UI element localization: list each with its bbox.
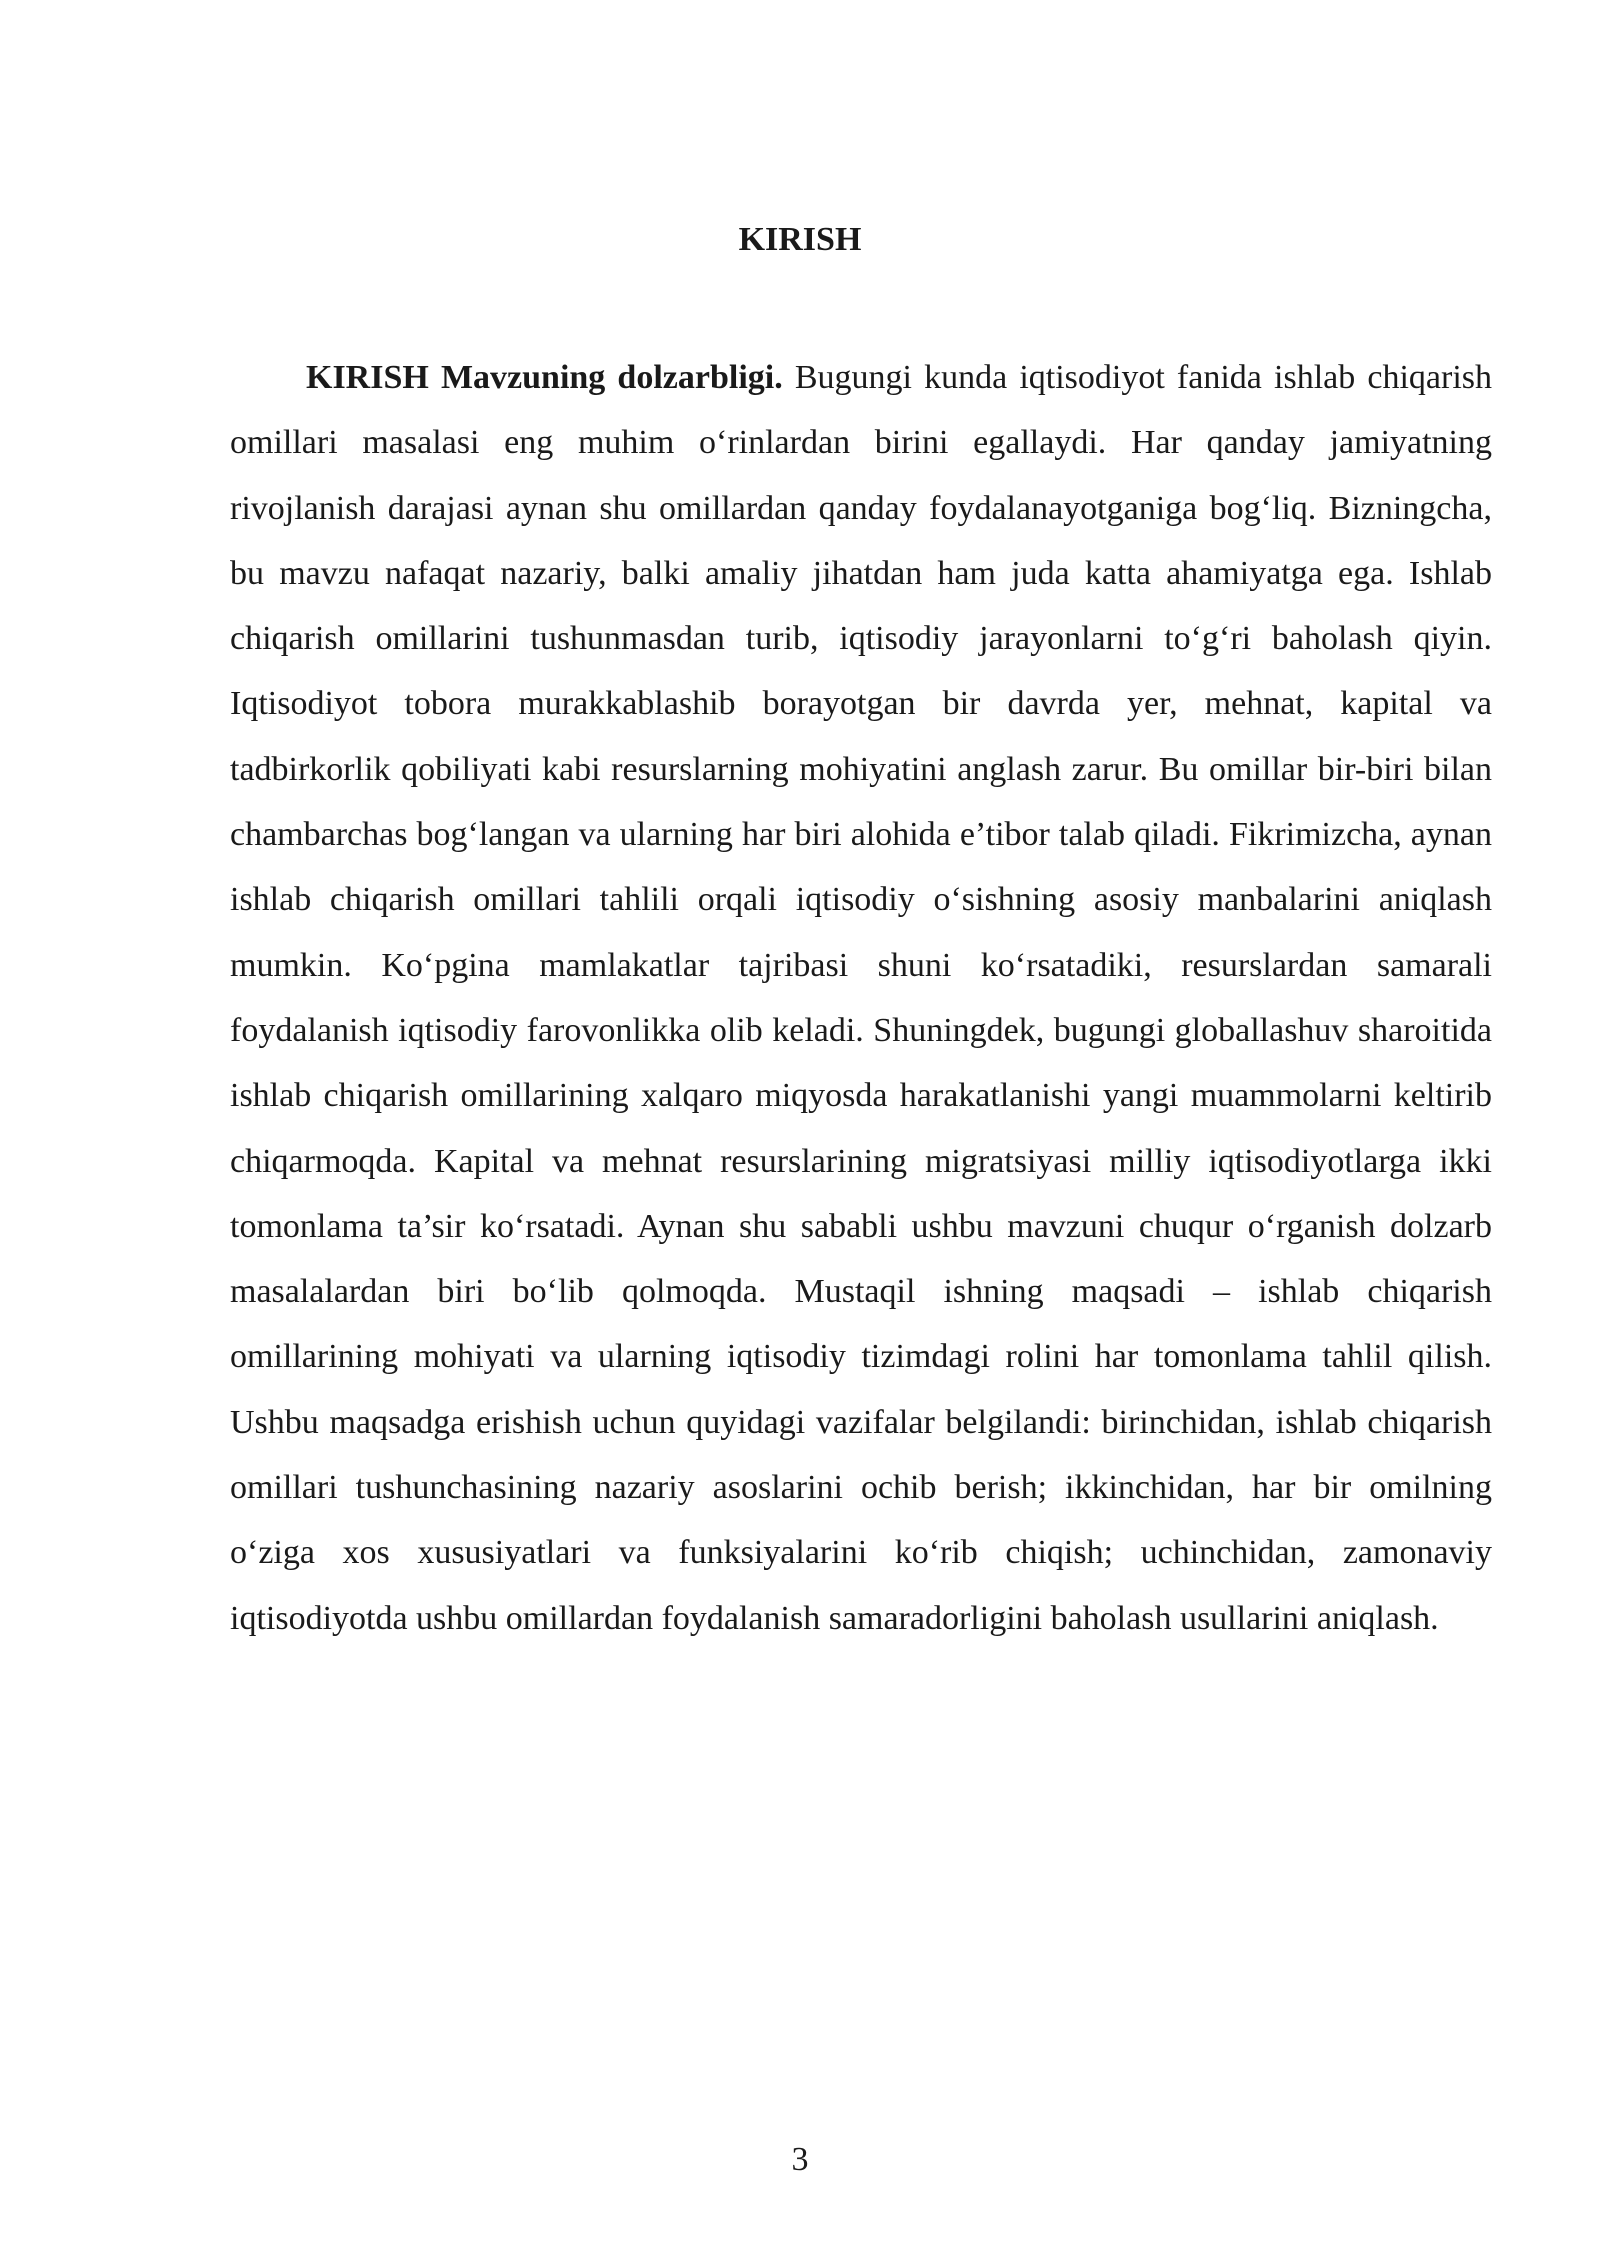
page-title: KIRISH (738, 221, 862, 258)
paragraph-lead: KIRISH Mavzuning dolzarbligi. (306, 359, 783, 396)
paragraph-body: Bugungi kunda iqtisodiyot fanida ishlab chiqarish omillari masalasi eng muhim o‘rinlardan birini egallaydi. Har qanday jamiyatning rivojlanish darajasi aynan shu omillardan qanday foydalanayotganiga bog‘liq. Bizningcha, bu mavzu nafaqat nazariy, balki amaliy jihatdan ham juda katta ahamiyatga ega. Ishlab chiqarish omillarini tushunmasdan turib, iqtisodiy jarayonlarni to‘g‘ri baholash qiyin. Iqtisodiyot tobora murakkablashib borayotgan bir davrda yer, mehnat, kapital va tadbirkorlik qobiliyati kabi resurslarning mohiyatini anglash zarur. Bu omillar bir-biri bilan chambarchas bog‘langan va ularning har biri alohida e’tibor talab qiladi. Fikrimizcha, aynan ishlab chiqarish omillari tahlili orqali iqtisodiy o‘sishning asosiy manbalarini aniqlash mumkin. Ko‘pgina mamlakatlar tajribasi shuni ko‘rsatadiki, resurslardan samarali foydalanish iqtisodiy farovonlikka olib keladi. Shuningdek, bugungi globallashuv sharoitida ishlab chiqarish omillarining xalqaro miqyosda harakatlanishi yangi muammolarni keltirib chiqarmoqda. Kapital va mehnat resurslarining migratsiyasi milliy iqtisodiyotlarga ikki tomonlama ta’sir ko‘rsatadi. Aynan shu sababli ushbu mavzuni chuqur o‘rganish dolzarb masalalardan biri bo‘lib qolmoqda. Mustaqil ishning maqsadi – ishlab chiqarish omillarining mohiyati va ularning iqtisodiy tizimdagi rolini har tomonlama tahlil qilish. Ushbu maqsadga erishish uchun quyidagi vazifalar belgilandi: birinchidan, ishlab chiqarish omillari tushunchasining nazariy asoslarini ochib berish; ikkinchidan, har bir omilning o‘ziga xos xususiyatlari va funksiyalarini ko‘rib chiqish; uchinchidan, zamonaviy iqtisodiyotda ushbu omillardan foydalanish samaradorligini baholash usullarini aniqlash. (230, 359, 1492, 1637)
intro-paragraph (230, 345, 1492, 1651)
page-number: 3 (791, 2141, 809, 2178)
